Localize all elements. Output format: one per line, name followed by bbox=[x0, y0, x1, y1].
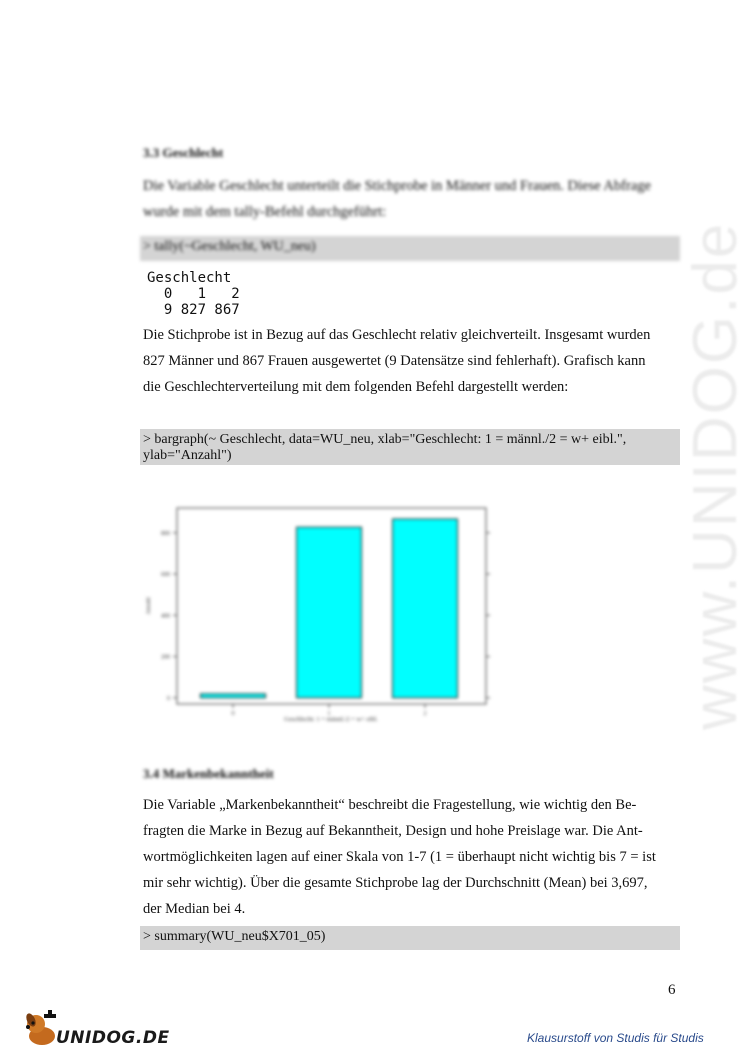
marken-line-4: mir sehr wichtig). Über die gesamte Stichprobe lag der Durchschnitt (Mean) bei 3,697, bbox=[143, 875, 648, 891]
marken-line-3: wortmöglichkeiten lagen auf einer Skala von 1-7 (1 = überhaupt nicht wichtig bis 7 = ist bbox=[143, 849, 656, 865]
x-tick-label: 1 bbox=[327, 711, 331, 717]
y-tick-label: 600 bbox=[161, 572, 170, 579]
y-tick-label: 400 bbox=[161, 613, 170, 620]
footer-logo bbox=[22, 1010, 170, 1050]
x-axis-label: Geschlecht: 1 = männl./2 = w+ eibl. bbox=[284, 716, 378, 723]
tally-output-levels: 0 1 2 bbox=[147, 286, 240, 302]
tally-output-header: Geschlecht bbox=[147, 270, 232, 286]
section-paragraph-marken bbox=[143, 792, 688, 922]
x-tick-label: 2 bbox=[423, 711, 427, 717]
footer-tagline: Klausurstoff von Studis für Studis bbox=[527, 1031, 704, 1045]
section-heading-markenbekanntheit: 3.4 Markenbekanntheit bbox=[143, 766, 274, 781]
marken-line-5: der Median bei 4. bbox=[143, 901, 246, 917]
tally-output bbox=[147, 270, 240, 318]
bar-1 bbox=[297, 527, 362, 698]
para-line-3: die Geschlechterverteilung mit dem folgenden Befehl dargestellt werden: bbox=[143, 379, 569, 395]
y-axis-label: Anzahl bbox=[146, 597, 152, 615]
section-intro bbox=[143, 173, 683, 225]
code-block-summary: > summary(WU_neu$X701_05) bbox=[140, 926, 680, 950]
marken-line-1: Die Variable „Markenbekanntheit“ beschreibt die Fragestellung, wie wichtig den Be- bbox=[143, 797, 637, 813]
watermark: www.UNIDOG.de bbox=[681, 221, 750, 730]
marken-line-2: fragten die Marke in Bezug auf Bekanntheit, Design und hohe Preislage war. Die Ant- bbox=[143, 823, 643, 839]
bars bbox=[201, 519, 458, 698]
logo-text: UNIDOG.DE bbox=[56, 1028, 170, 1048]
para-line-1: Die Stichprobe ist in Bezug auf das Geschlecht relativ gleichverteilt. Insgesamt wurden bbox=[143, 327, 651, 343]
code-line-1: > bargraph(~ Geschlecht, data=WU_neu, xlab="Geschlecht: 1 = männl./2 = w+ eibl.", bbox=[143, 432, 627, 447]
x-tick-label: 0 bbox=[231, 711, 235, 717]
y-tick-label: 200 bbox=[161, 654, 170, 661]
bar-chart bbox=[140, 500, 500, 730]
intro-line-2: wurde mit dem tally-Befehl durchgeführt: bbox=[143, 204, 387, 220]
intro-line-1: Die Variable Geschlecht unterteilt die Stichprobe in Männer und Frauen. Diese Abfrage bbox=[143, 178, 651, 194]
code-block-bargraph bbox=[140, 429, 680, 465]
code-block-tally: > tally(~Geschlecht, WU_neu) bbox=[140, 236, 680, 261]
chart-layer bbox=[146, 508, 490, 723]
y-tick-label: 0 bbox=[167, 695, 170, 702]
page-number: 6 bbox=[668, 982, 676, 998]
bar-2 bbox=[393, 519, 458, 698]
code-line-2: ylab="Anzahl") bbox=[143, 448, 232, 463]
para-line-2: 827 Männer und 867 Frauen ausgewertet (9 Datensätze sind fehlerhaft). Grafisch kann bbox=[143, 353, 646, 369]
section-paragraph-geschlecht bbox=[143, 322, 688, 400]
bar-0 bbox=[201, 694, 266, 698]
y-tick-label: 800 bbox=[161, 530, 170, 537]
tally-output-counts: 9 827 867 bbox=[147, 302, 240, 318]
section-heading-geschlecht: 3.3 Geschlecht bbox=[143, 145, 224, 160]
